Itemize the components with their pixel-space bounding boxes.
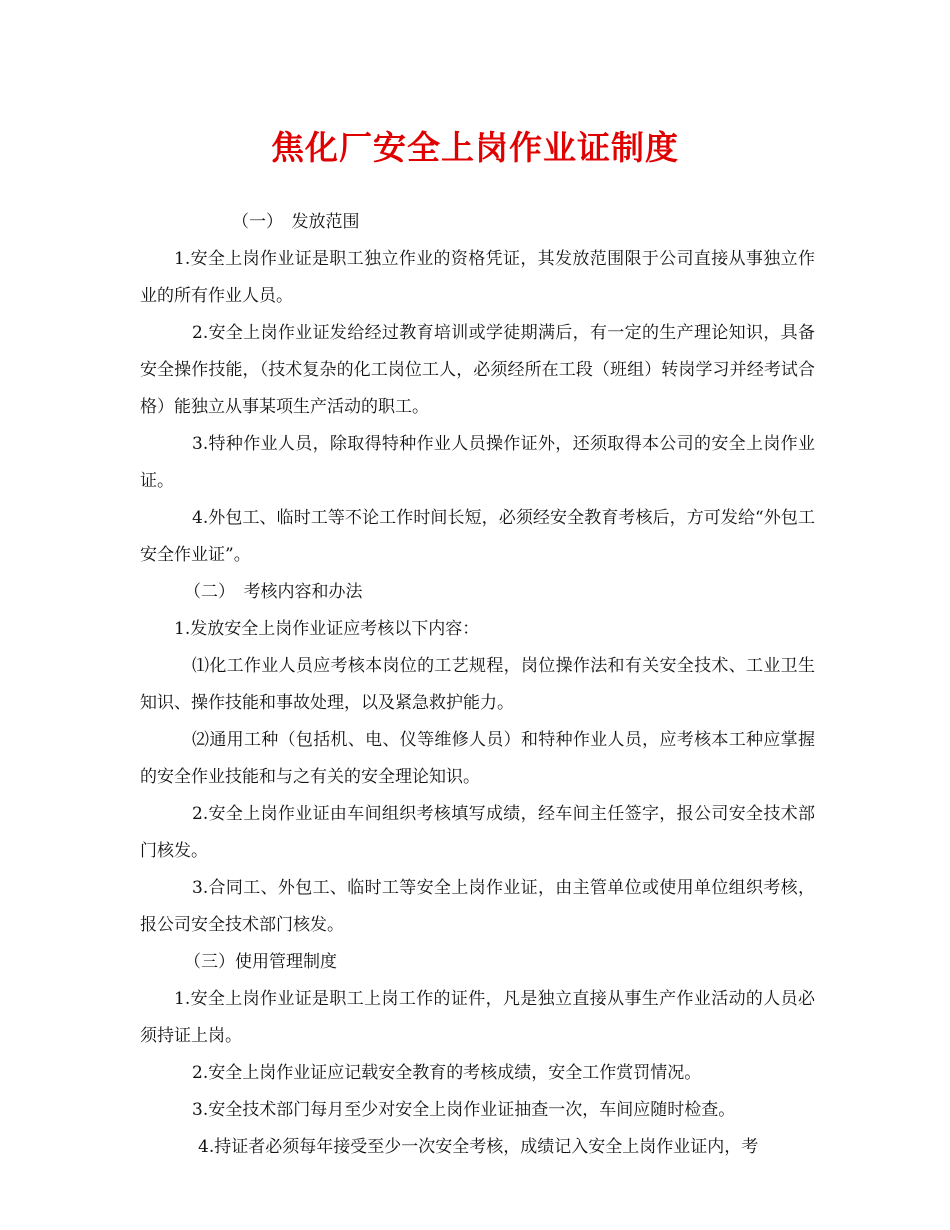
document-body [140, 204, 815, 1166]
paragraph: 3.合同工、外包工、临时工等安全上岗作业证，由主管单位或使用单位组织考核，报公司安全技术部门核发。 [140, 878, 815, 935]
document-title: 焦化厂安全上岗作业证制度 [271, 128, 679, 167]
section-heading-3: （三）使用管理制度 [184, 952, 337, 972]
paragraph: 2.安全上岗作业证由车间组织考核填写成绩，经车间主任签字，报公司安全技术部门核发。 [140, 804, 815, 861]
paragraph: 4.持证者必须每年接受至少一次安全考核，成绩记入安全上岗作业证内，考 [198, 1137, 759, 1157]
paragraph: ⑴化工作业人员应考核本岗位的工艺规程，岗位操作法和有关安全技术、工业卫生知识、操作技能和事故处理，以及紧急救护能力。 [140, 656, 815, 713]
paragraph: 1.安全上岗作业证是职工上岗工作的证件，凡是独立直接从事生产作业活动的人员必须持证上岗。 [140, 989, 815, 1046]
paragraph: 3.安全技术部门每月至少对安全上岗作业证抽查一次，车间应随时检查。 [192, 1100, 736, 1120]
paragraph: 3.特种作业人员，除取得特种作业人员操作证外，还须取得本公司的安全上岗作业证。 [140, 434, 815, 491]
paragraph: 2.安全上岗作业证应记载安全教育的考核成绩，安全工作赏罚情况。 [192, 1063, 702, 1083]
paragraph: 1.发放安全上岗作业证应考核以下内容： [174, 619, 480, 639]
paragraph: 1.安全上岗作业证是职工独立作业的资格凭证，其发放范围限于公司直接从事独立作业的所有作业人员。 [140, 249, 815, 306]
paragraph: ⑵通用工种（包括机、电、仪等维修人员）和特种作业人员，应考核本工种应掌握的安全作业技能和与之有关的安全理论知识。 [140, 730, 815, 787]
section-heading-1: （一） 发放范围 [232, 212, 360, 232]
paragraph: 2.安全上岗作业证发给经过教育培训或学徒期满后，有一定的生产理论知识，具备安全操作技能，（技术复杂的化工岗位工人，必须经所在工段（班组）转岗学习并经考试合格）能独立从事某项生产活动的职工。 [140, 323, 815, 417]
section-heading-2: （二） 考核内容和办法 [184, 582, 363, 602]
paragraph: 4.外包工、临时工等不论工作时间长短，必须经安全教育考核后，方可发给“外包工安全作业证”。 [140, 508, 815, 565]
